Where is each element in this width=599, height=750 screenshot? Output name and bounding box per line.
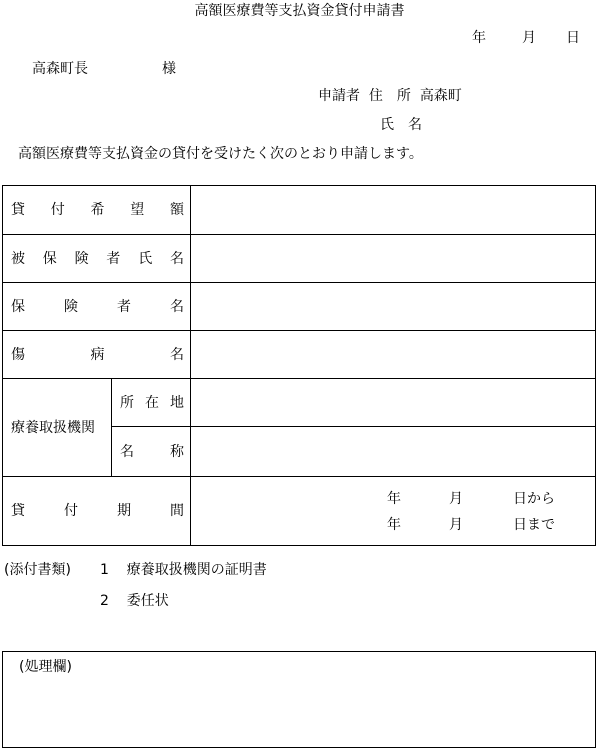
label-cell — [112, 427, 191, 476]
institution-label: 療養取扱機関 — [11, 419, 95, 436]
label-insurer-name — [11, 298, 184, 316]
char: 名 — [120, 443, 134, 460]
processing-box — [2, 651, 596, 748]
institution-location-field[interactable] — [191, 379, 595, 426]
char: 名 — [170, 298, 184, 315]
period-to-year: 年 — [387, 517, 401, 533]
period-to-month: 月 — [449, 517, 463, 533]
label-cell — [3, 477, 191, 545]
period-from-suffix: 日から — [513, 491, 555, 507]
char: 名 — [169, 250, 184, 267]
period-from-month: 月 — [449, 491, 463, 507]
char: 保 — [11, 298, 25, 315]
row-insured-name — [3, 235, 595, 283]
row-insurer-name — [3, 283, 595, 331]
label-cell — [3, 283, 191, 330]
date-month: 月 — [522, 30, 536, 46]
label-institution-name — [120, 443, 184, 461]
char: 者 — [106, 250, 121, 267]
char: 名 — [170, 346, 184, 363]
label-cell — [112, 379, 191, 426]
label-insured-name — [11, 250, 184, 268]
char: 保 — [42, 250, 57, 267]
date-line — [472, 29, 580, 47]
illness-name-field[interactable] — [191, 331, 595, 378]
char: 地 — [170, 394, 184, 411]
char: 傷 — [11, 346, 25, 363]
name-label: 氏 名 — [380, 117, 422, 133]
attachment-number: 2 — [100, 593, 109, 609]
addressee — [32, 60, 176, 78]
char: 額 — [170, 202, 184, 218]
char: 所 — [120, 394, 134, 411]
char: 病 — [90, 346, 105, 363]
institution-name-field[interactable] — [191, 427, 595, 476]
char: 被 — [11, 250, 25, 267]
char: 者 — [117, 298, 131, 315]
institution-group-label — [3, 379, 112, 476]
attachment-number: 1 — [100, 562, 109, 578]
row-institution — [3, 379, 595, 477]
period-to-suffix: 日まで — [513, 517, 555, 533]
address-value: 高森町 — [419, 88, 462, 104]
char: 貸 — [11, 503, 25, 519]
applicant-address-line — [318, 87, 462, 105]
label-illness-name — [11, 346, 184, 364]
char: 貸 — [11, 202, 25, 218]
row-institution-location — [112, 379, 595, 427]
processing-label: (処理欄) — [19, 659, 72, 675]
insured-name-field[interactable] — [191, 235, 595, 282]
application-form-table — [2, 185, 596, 546]
addressee-honorific: 様 — [162, 61, 176, 77]
char: 付 — [50, 202, 65, 218]
char: 付 — [64, 503, 78, 519]
addressee-name: 高森町長 — [32, 61, 88, 77]
loan-period-field[interactable] — [191, 477, 595, 545]
period-from-year: 年 — [387, 491, 401, 507]
char: 険 — [74, 250, 89, 267]
applicant-name-line — [380, 116, 422, 134]
char: 称 — [170, 443, 184, 460]
row-loan-amount — [3, 186, 595, 235]
label-loan-amount — [11, 201, 184, 219]
attachment-text: 委任状 — [126, 593, 169, 609]
char: 間 — [170, 503, 184, 519]
char: 氏 — [138, 250, 153, 267]
label-institution-location — [120, 394, 184, 412]
applicant-label: 申請者 — [318, 88, 360, 104]
char: 希 — [90, 202, 105, 218]
insurer-name-field[interactable] — [191, 283, 595, 330]
label-cell — [3, 186, 191, 234]
label-cell — [3, 331, 191, 378]
char: 在 — [145, 394, 159, 411]
date-day: 日 — [566, 30, 580, 46]
row-loan-period — [3, 477, 595, 545]
label-cell — [3, 235, 191, 282]
label-loan-period — [11, 502, 184, 520]
char: 望 — [130, 202, 145, 218]
char: 期 — [117, 503, 131, 519]
document-title: 高額医療費等支払資金貸付申請書 — [194, 3, 405, 19]
char: 険 — [64, 298, 78, 315]
loan-amount-field[interactable] — [191, 186, 595, 234]
row-institution-name — [112, 427, 595, 476]
attachment-text: 療養取扱機関の証明書 — [126, 562, 267, 578]
date-year: 年 — [472, 30, 486, 46]
intro-text: 高額医療費等支払資金の貸付を受けたく次のとおり申請します。 — [18, 146, 423, 162]
address-label: 住 所 — [368, 88, 411, 104]
attachment-item-1 — [100, 561, 267, 579]
attachment-item-2 — [100, 592, 169, 610]
row-illness-name — [3, 331, 595, 379]
attachments-label: (添付書類) — [4, 562, 71, 578]
